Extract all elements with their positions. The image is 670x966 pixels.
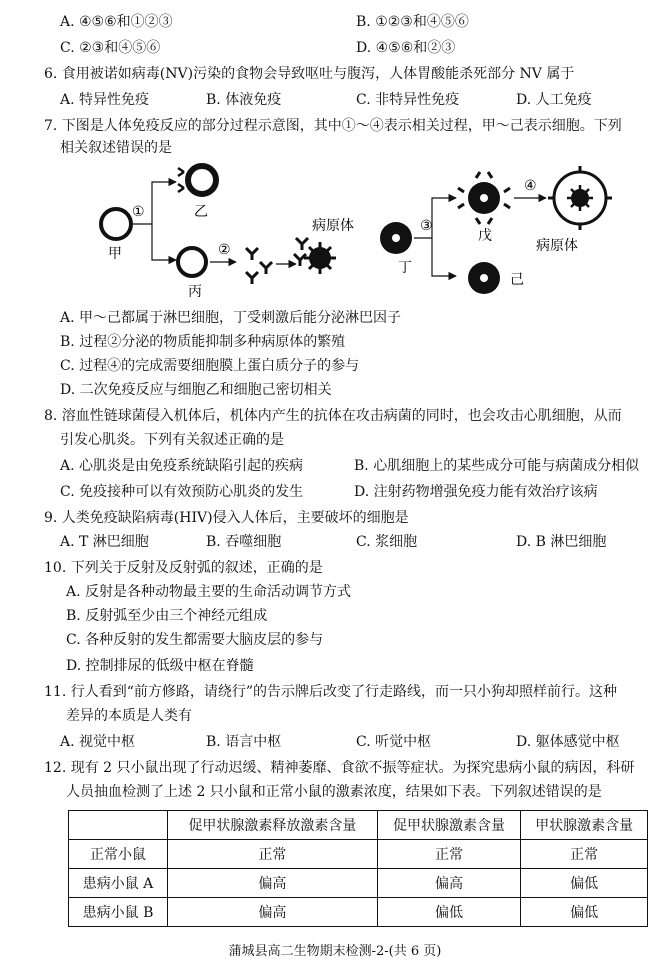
table-cell: 偏高 [168,898,378,927]
q9-option-d: D. B 淋巴细胞 [516,534,607,550]
q6-option-a: A. 特异性免疫 [60,92,150,108]
cell-yi [178,166,216,194]
table-header-cell: 甲状腺激素含量 [521,811,648,840]
label-wu: 戊 [478,228,492,244]
table-cell: 偏低 [377,898,520,927]
q7-option-a: A. 甲～己都属于淋巴细胞，丁受刺激后能分泌淋巴因子 [60,310,402,326]
q8-option-d: D. 注射药物增强免疫力能有效治疗该病 [354,484,598,500]
q8-stem-line2: 引发心肌炎。下列有关叙述正确的是 [60,432,284,448]
q9-option-a: A. T 淋巴细胞 [60,534,149,550]
q6-stem: 6. 食用被诺如病毒(NV)污染的食物会导致呕吐与腹泻，人体胃酸能杀死部分 NV 属于 [44,66,575,82]
table-cell: 正常小鼠 [69,840,168,869]
q8-stem-line1: 8. 溶血性链球菌侵入机体后，机体内产生的抗体在攻击病菌的同时，也会攻击心肌细胞，从而 [44,408,622,424]
table-cell: 偏低 [521,869,648,898]
label-ji: 己 [510,272,524,288]
q10-option-d: D. 控制排尿的低级中枢在脊髓 [66,658,254,674]
q9-stem: 9. 人类免疫缺陷病毒(HIV)侵入人体后，主要破坏的细胞是 [44,510,409,526]
infected-target-cell [548,166,612,230]
q8-option-a: A. 心肌炎是由免疫系统缺陷引起的疾病 [60,458,304,474]
table-header-row [69,811,648,840]
q7-stem-line2: 相关叙述错误的是 [60,140,172,156]
q9-option-c: C. 浆细胞 [356,534,418,550]
pathogen-icon-left [304,242,336,274]
immune-process-diagram [80,158,640,306]
table-cell: 偏高 [377,869,520,898]
label-jia: 甲 [108,246,122,262]
table-cell: 正常 [377,840,520,869]
cell-ding [380,222,412,254]
cell-bing [178,248,206,276]
table-row [69,898,648,927]
q9-option-b: B. 吞噬细胞 [206,534,282,550]
table-cell: 正常 [168,840,378,869]
table-row [69,869,648,898]
table-row [69,840,648,869]
prev-question-option-d: D. ④⑤⑥和②③ [356,40,456,56]
q7-stem-line1: 7. 下图是人体免疫反应的部分过程示意图，其中①～④表示相关过程，甲～己表示细胞。下列 [44,118,622,134]
q10-option-c: C. 各种反射的发生都需要大脑皮层的参与 [66,632,324,648]
process-2-label: ② [218,242,231,258]
antibody-icons [246,248,272,284]
q7-option-d: D. 二次免疫反应与细胞乙和细胞己密切相关 [60,382,332,398]
q11-option-a: A. 视觉中枢 [60,734,136,750]
process-1-label: ① [132,204,145,220]
pathogen-label-right: 病原体 [536,238,578,254]
hormone-table [68,810,648,927]
cell-ji [468,262,500,294]
label-bing: 丙 [188,284,202,300]
q6-option-d: D. 人工免疫 [516,92,592,108]
q11-stem-line2: 差异的本质是人类有 [66,708,192,724]
q7-option-b: B. 过程②分泌的物质能抑制多种病原体的繁殖 [60,334,346,350]
q12-stem-line2: 人员抽血检测了上述 2 只小鼠和正常小鼠的激素浓度，结果如下表。下列叙述错误的是 [66,784,602,800]
q11-option-b: B. 语言中枢 [206,734,282,750]
process-3-label: ③ [420,218,433,234]
antibody-binding-icons [294,238,308,266]
q6-option-b: B. 体液免疫 [206,92,282,108]
table-header-cell: 促甲状腺激素释放激素含量 [168,811,378,840]
cell-wu [458,172,510,224]
q7-option-c: C. 过程④的完成需要细胞膜上蛋白质分子的参与 [60,358,360,374]
table-cell: 偏低 [521,898,648,927]
page-footer: 蒲城县高二生物期末检测-2-(共 6 页) [228,944,442,959]
q10-option-b: B. 反射弧至少由三个神经元组成 [66,608,268,624]
q11-option-c: C. 听觉中枢 [356,734,432,750]
q11-stem-line1: 11. 行人看到“前方修路，请绕行”的告示牌后改变了行走路线，而一只小狗却照样前行。这种 [44,684,618,700]
table-cell: 偏高 [168,869,378,898]
q11-option-d: D. 躯体感觉中枢 [516,734,620,750]
table-cell: 患病小鼠 A [69,869,168,898]
label-yi: 乙 [194,204,208,220]
q12-stem-line1: 12. 现有 2 只小鼠出现了行动迟缓、精神萎靡、食欲不振等症状。为探究患病小鼠的病因，科研 [44,760,635,776]
prev-question-option-b: B. ①②③和④⑤⑥ [356,14,469,30]
process-4-label: ④ [524,178,537,194]
cell-jia [101,209,131,239]
pathogen-label-left: 病原体 [312,218,354,234]
q6-option-c: C. 非特异性免疫 [356,92,460,108]
prev-question-option-a: A. ④⑤⑥和①②③ [60,14,173,30]
table-cell: 患病小鼠 B [69,898,168,927]
q10-option-a: A. 反射是各种动物最主要的生命活动调节方式 [66,584,352,600]
q10-stem: 10. 下列关于反射及反射弧的叙述，正确的是 [44,560,323,576]
label-ding: 丁 [398,260,412,276]
table-cell: 正常 [521,840,648,869]
q8-option-c: C. 免疫接种可以有效预防心肌炎的发生 [60,484,304,500]
q8-option-b: B. 心肌细胞上的某些成分可能与病菌成分相似 [354,458,640,474]
prev-question-option-c: C. ②③和④⑤⑥ [60,40,161,56]
table-header-cell: 促甲状腺激素含量 [377,811,520,840]
table-header-cell [69,811,168,840]
